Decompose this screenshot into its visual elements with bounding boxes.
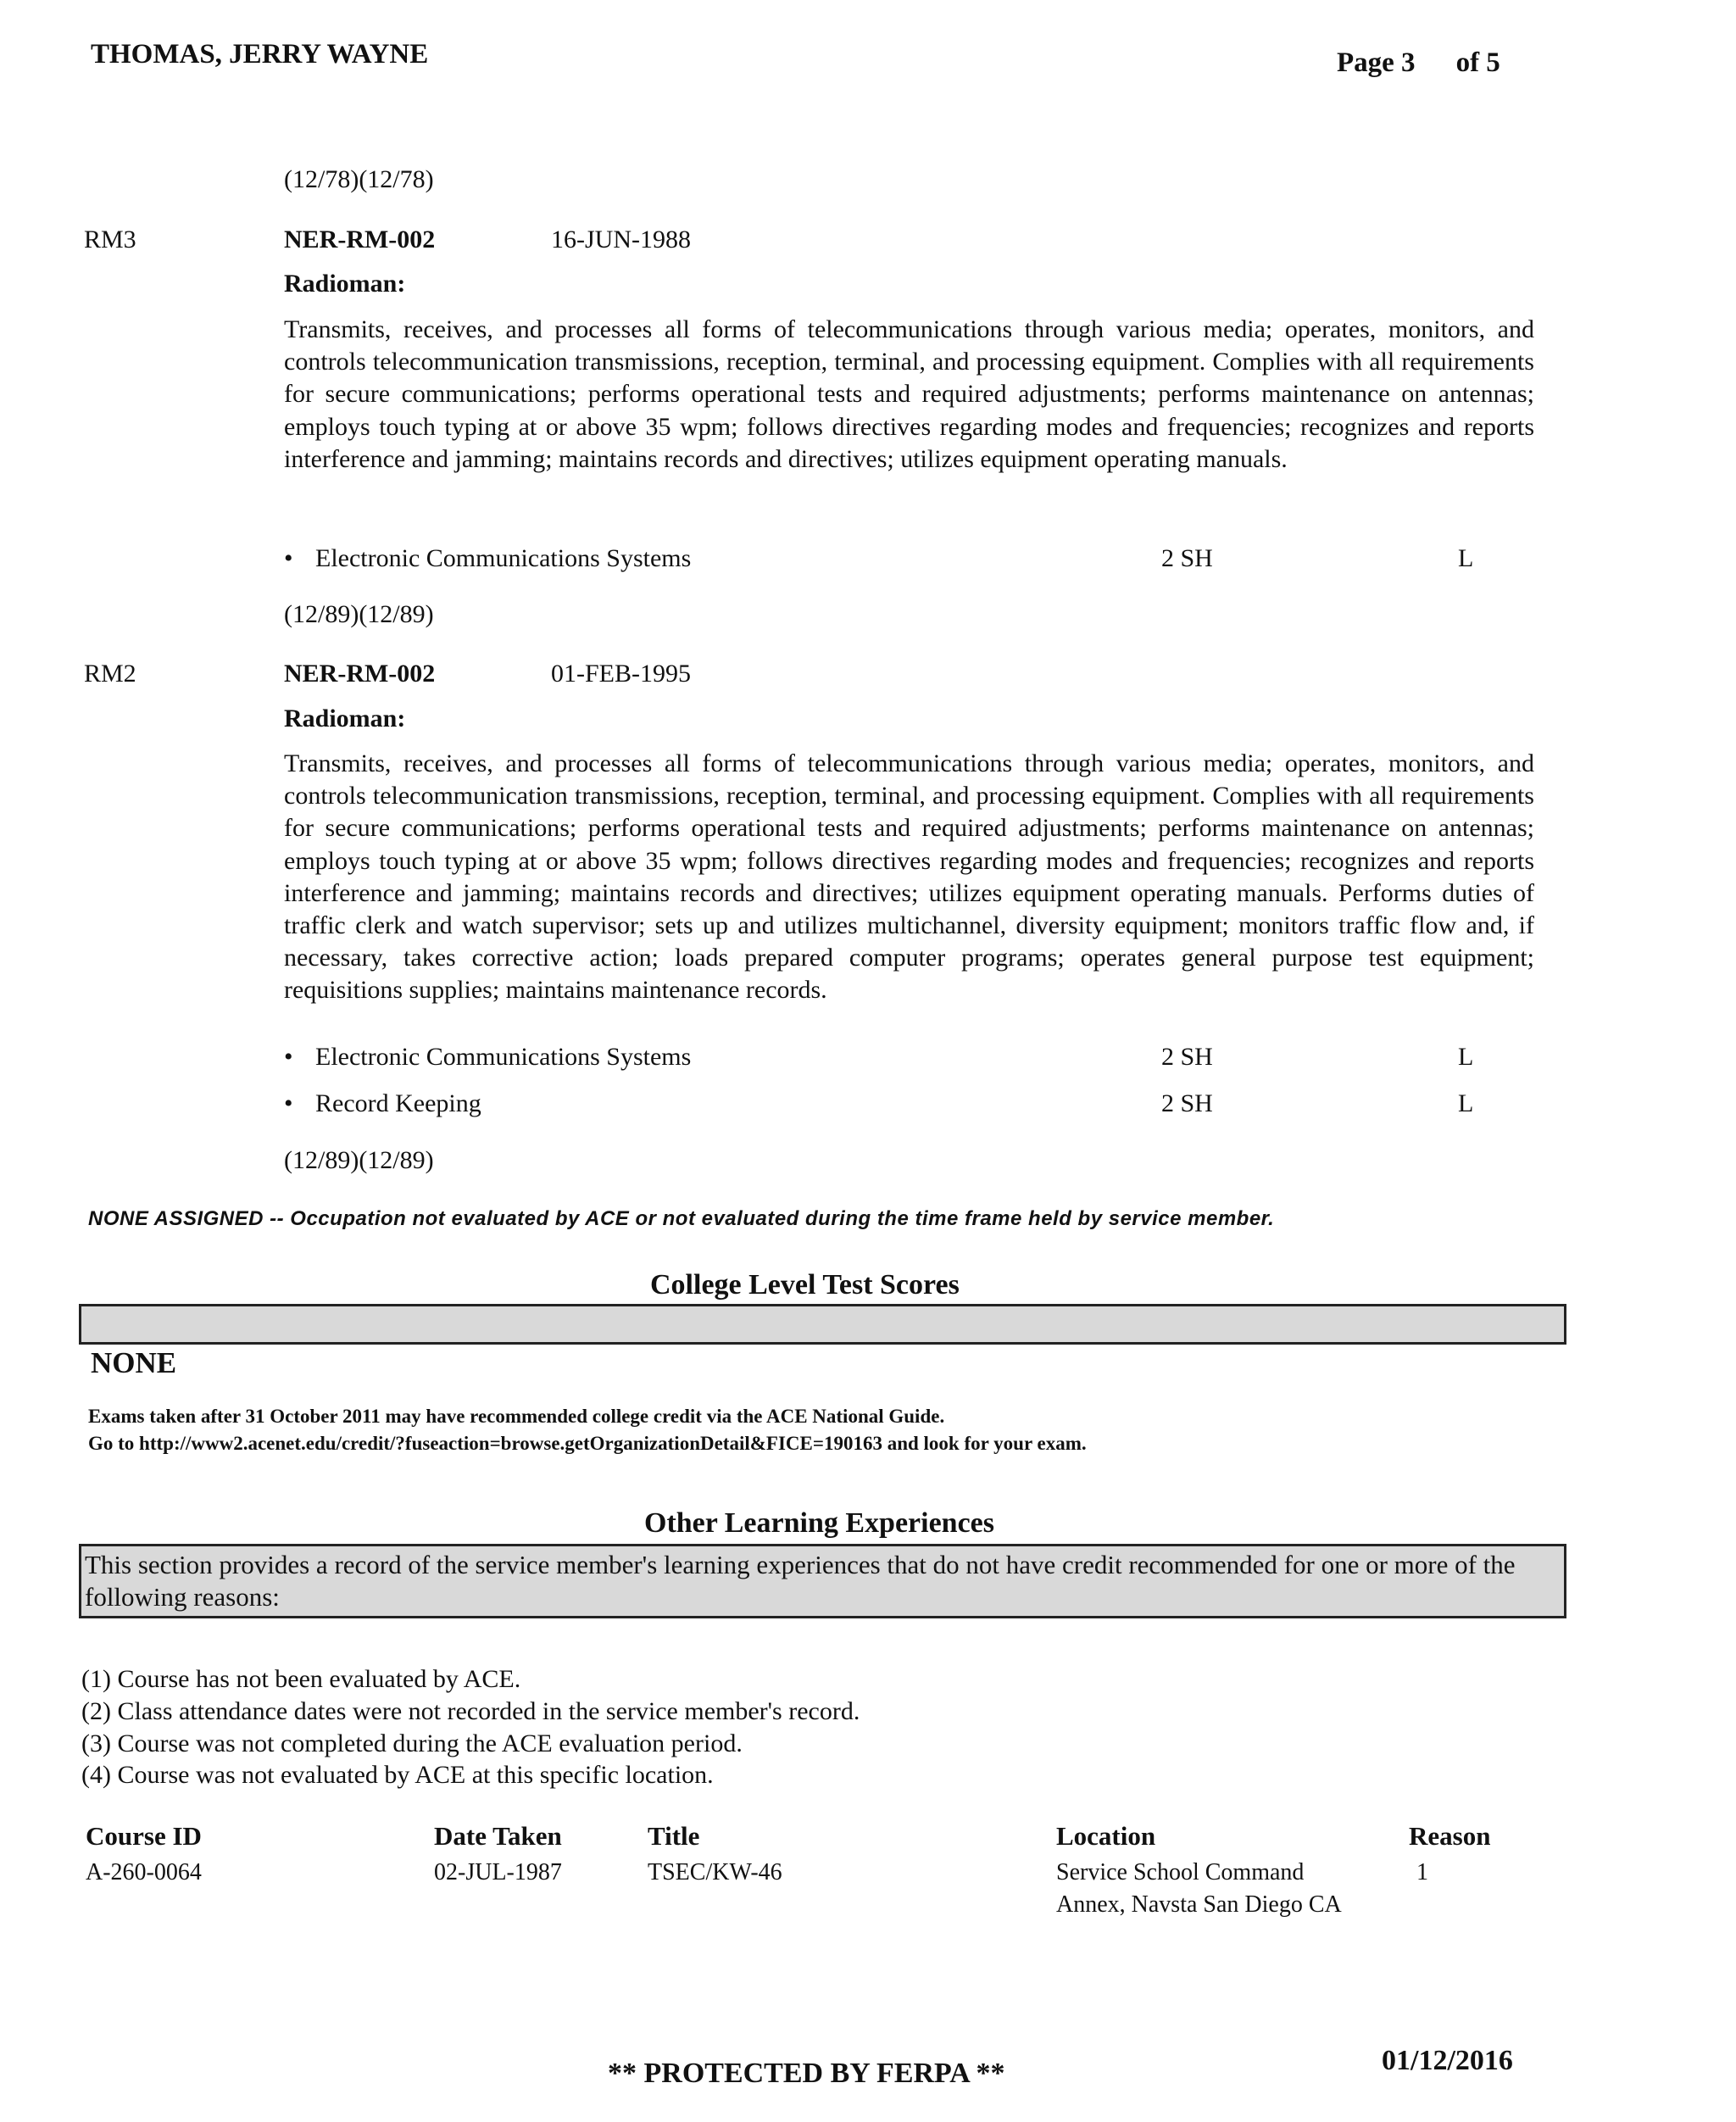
page-total: of 5 xyxy=(1455,47,1500,78)
occupation-title: Radioman: xyxy=(284,270,406,298)
cell-location-line2: Annex, Navsta San Diego CA xyxy=(1056,1891,1342,1918)
cell-location-line1: Service School Command xyxy=(1056,1859,1305,1885)
occupation-title: Radioman: xyxy=(284,705,406,732)
bullet-icon: • xyxy=(284,544,293,572)
credit-level: L xyxy=(1458,544,1474,572)
occupation-code: NER-RM-002 xyxy=(284,660,436,688)
ferpa-notice: ** PROTECTED BY FERPA ** xyxy=(608,2058,1005,2089)
credit-title: Record Keeping xyxy=(315,1089,481,1117)
college-tests-title: College Level Test Scores xyxy=(650,1269,960,1300)
occupation-description: Transmits, receives, and processes all forms of telecommunications through various media; operates, monitors, and controls telecommunication transmissions, reception, terminal, and processing equipment. Complies with all requirements for secure communications; performs operational tests and required adjustments; performs maintenance on antennas; employs touch typing at or above 35 wpm; follows directives regarding modes and frequencies; recognizes and reports interference and jamming; maintains records and directives; utilizes equipment operating manuals. Performs duties of traffic clerk and watch supervisor; sets up and utilizes multichannel, diversity equipment; monitors traffic flow and, if necessary, takes corrective action; loads prepared computer programs; operates general purpose test equipment; requisitions supplies; maintains maintenance records. xyxy=(284,749,1534,1005)
other-learning-title: Other Learning Experiences xyxy=(644,1507,994,1539)
cell-course-id: A-260-0064 xyxy=(86,1859,202,1885)
occupation-dates: (12/89)(12/89) xyxy=(284,600,434,628)
credit-title: Electronic Communications Systems xyxy=(315,1043,692,1071)
student-name: THOMAS, JERRY WAYNE xyxy=(91,39,429,70)
credit-hours: 2 SH xyxy=(1161,1089,1213,1117)
exam-note-line2: Go to http://www2.acenet.edu/credit/?fuseaction=browse.getOrganizationDetail&FICE=190163 and look for your exam. xyxy=(88,1433,1087,1454)
cell-reason: 1 xyxy=(1416,1859,1428,1885)
transcript-date: 01/12/2016 xyxy=(1382,2045,1513,2076)
occupation-code: NER-RM-002 xyxy=(284,226,436,253)
cell-title: TSEC/KW-46 xyxy=(648,1859,782,1885)
occupation-rate: RM2 xyxy=(84,660,136,688)
bullet-icon: • xyxy=(284,1089,293,1117)
college-tests-none: NONE xyxy=(91,1346,177,1379)
reason-item: (3) Course was not completed during the ACE evaluation period. xyxy=(81,1729,743,1757)
carryover-dates: (12/78)(12/78) xyxy=(284,165,434,193)
reason-item: (4) Course was not evaluated by ACE at this specific location. xyxy=(81,1761,714,1789)
credit-level: L xyxy=(1458,1089,1474,1117)
occupation-date: 16-JUN-1988 xyxy=(551,226,691,253)
page-number: Page 3 xyxy=(1337,47,1416,78)
reason-item: (2) Class attendance dates were not recorded in the service member's record. xyxy=(81,1697,860,1725)
bullet-icon: • xyxy=(284,1043,293,1071)
occupation-description: Transmits, receives, and processes all forms of telecommunications through various media; operates, monitors, and controls telecommunication transmissions, reception, terminal, and processing equipment. Complies with all requirements for secure communications; performs operational tests and required adjustments; performs maintenance on antennas; employs touch typing at or above 35 wpm; follows directives regarding modes and frequencies; recognizes and reports interference and jamming; maintains records and directives; utilizes equipment operating manuals. xyxy=(284,315,1534,473)
column-header-course-id: Course ID xyxy=(86,1821,202,1851)
column-header-title: Title xyxy=(648,1821,700,1851)
none-assigned-note: NONE ASSIGNED -- Occupation not evaluated by ACE or not evaluated during the time frame held by service member. xyxy=(88,1207,1275,1230)
reason-item: (1) Course has not been evaluated by ACE. xyxy=(81,1665,521,1693)
column-header-reason: Reason xyxy=(1409,1821,1491,1851)
column-header-location: Location xyxy=(1056,1821,1156,1851)
credit-hours: 2 SH xyxy=(1161,1043,1213,1071)
occupation-rate: RM3 xyxy=(84,226,136,253)
credit-hours: 2 SH xyxy=(1161,544,1213,572)
other-learning-intro: This section provides a record of the service member's learning experiences that do not have credit recommended for one or more of the following reasons: xyxy=(79,1544,1566,1618)
occupation-dates: (12/89)(12/89) xyxy=(284,1146,434,1174)
college-tests-header-bar xyxy=(79,1304,1566,1345)
page-indicator xyxy=(1337,47,1500,79)
credit-level: L xyxy=(1458,1043,1474,1071)
exam-note-line1: Exams taken after 31 October 2011 may have recommended college credit via the ACE National Guide. xyxy=(88,1406,945,1427)
cell-date-taken: 02-JUL-1987 xyxy=(434,1859,562,1885)
credit-title: Electronic Communications Systems xyxy=(315,544,692,572)
occupation-date: 01-FEB-1995 xyxy=(551,660,691,688)
column-header-date-taken: Date Taken xyxy=(434,1821,562,1851)
